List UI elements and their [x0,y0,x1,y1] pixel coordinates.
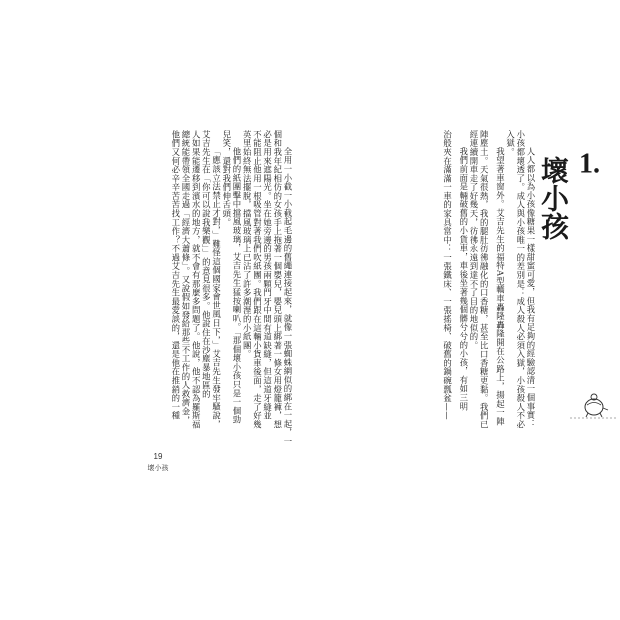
chapter-heading [537,150,605,270]
text-line: 我望著車窗外。艾吉先生的福特A型轎車轟隆轟隆開在公路上，揚起一陣 [495,146,506,426]
text-line: 艾吉先生在「你可以說我樂觀」」的意見很多。他說住在沙塵暴地區的 [201,130,212,399]
text-line: 陣塵土。天氣很熱，我的腿肚彷彿融化的口香糖，甚至比口香糖更黏。我們已 [479,130,490,429]
text-line: 英里始終無法擺脫，擋風玻璃上已沾了許多潮溼的小紙團。 [242,130,253,359]
text-line: 人人都以為小孩像糖果一樣甜蜜可愛，但我有足夠的經驗認清一個事實： [526,146,536,429]
text-line: 小孩都壞透了。成人與小孩唯一的差別是：成人殺人必須入獄，小孩殺人不必 [515,130,526,429]
text-line: 不能阻止他用一根吸管對著我們吹紙團。我們跟在這輛小貨車後面，走了好幾 [252,130,263,429]
text-line: 個和我年紀相仿的女孩手上拖著一個嬰兒，嬰兒頭上綁著一條女用燈籠褲，想 [272,130,283,429]
chapter-number: 1. [579,150,600,178]
right-body-text [346,130,536,429]
right-page [310,0,620,620]
text-line: 經連續開車走了好幾天，彷彿永遠到達不了目的地似的。 [468,130,479,350]
text-line: 他們又何必辛辛苦苦找工作？不過艾吉先生最愛談的，還是他在推銷的一種 [170,130,181,421]
text-line: 他們的紙團擊中擋風玻璃，艾吉先生猛按喇叭。「那個壞小孩只是一個勁 [231,146,242,424]
left-folio [128,452,188,473]
text-line: 全用一小截一小截起毛邊的舊繩連接起來，就像一張蜘蛛網似的綁在一起，一 [283,146,293,446]
text-line: 兒笑，還對我們伸舌頭。 [221,130,232,227]
text-line: 人如果能遷移到濱水的地方，就不會有那麼多問題了。他說，他不認為羅斯福 [191,130,202,429]
running-head-left: 壞小孩 [147,465,169,472]
text-line: 總統能帶領全國走過「經濟大蕭條」。又說假如發給那些不工作的人救濟金， [180,130,191,425]
text-line: 治般夾在滿滿一車的家具當中：一張鐵床、一張搖椅、破舊的鍋碗瓢盆—— [442,130,453,421]
text-line: 「應該立法禁止才對，」難怪這個國家會世風日下，」艾吉先生發牢騷說， [211,146,222,429]
left-body-text [118,130,293,446]
text-line: 必是用來遮陽光。坐在她旁邊的男孩兩顆門牙中間有道缺縫，但這道牙縫並 [262,130,273,421]
turtle-icon [568,388,618,420]
text-line: 入獄。 [505,130,516,157]
text-line: 我們前面是輛破舊的小貨車，車後坐著幾個髒兮兮的小孩，有如三明 [458,146,469,411]
chapter-title: 壞小孩 [537,156,570,240]
page-number-19: 19 [153,452,163,461]
